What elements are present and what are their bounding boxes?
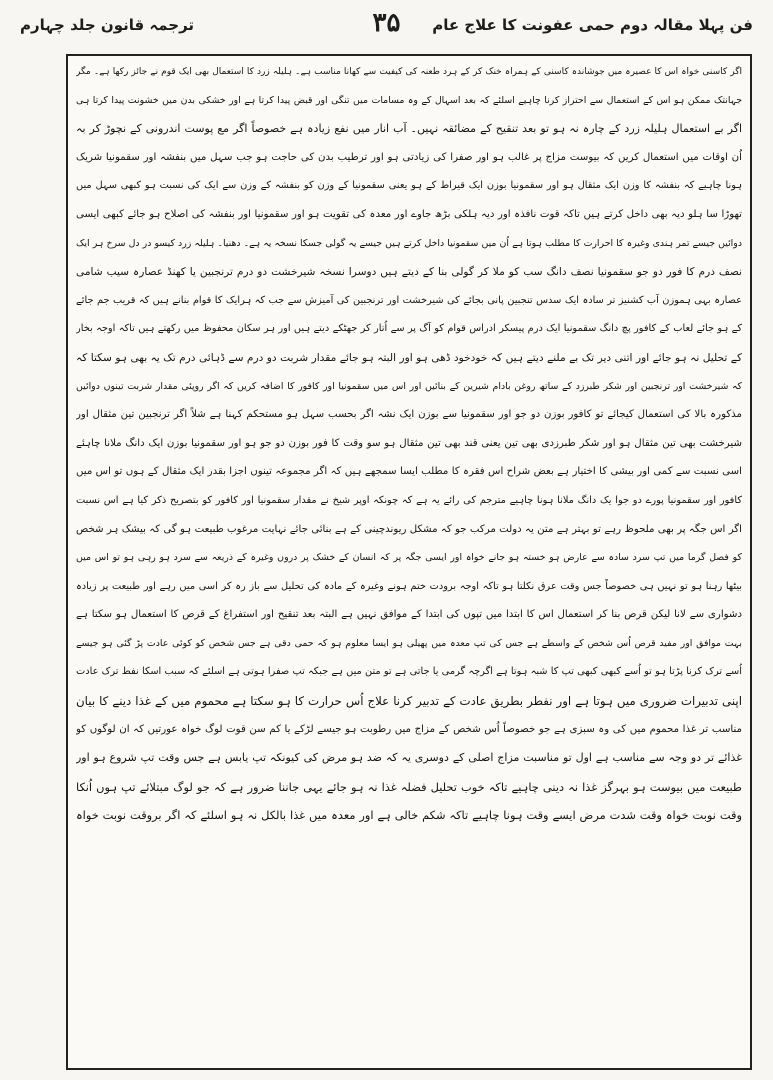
text-line: بیٹھا رہنا ہو تو نہیں ہی خصوصاً جس وقت عرق نکلتا ہو تاکہ اوجہ برودت ختم ہونے وغیرہ کے مادہ کی تحلیل سے باز رہ کر اسی میں رہے اور طبیعت پر زیادہ [76,580,742,592]
text-line: عصارہ بہی ہموزن آب کشنیز تر سادہ ایک سدس تنجبین پانی بجائے کی شیرخشت اور ترنجبین کی آمیزش سے جب کہ ہرایک کا قوام بنانے ہیں کہ قریب جم جائے [76,294,742,306]
page-number: ۳۵ [372,8,401,38]
page-header [20,8,753,48]
text-line: اگر بے استعمال ہلیلہ زرد کے چارہ نہ ہو تو بعد تنقیح کے مضائقہ نہیں۔ آب انار میں نفع زیادہ ہے خصوصاً اگر مع پوست اندرونی کے نچوڑ کر بہ [76,122,742,136]
text-frame [66,54,752,1070]
text-line: مناسب تر غذا محموم میں کی وہ سبزی ہے جو خصوصاً اُس شخص کے مزاج میں رطوبت ہو جیسے لڑکے یا کم سن قوت لوگ خواہ عورتیں کہ ان لوگوں کو [76,723,742,735]
text-line: شیرخشت بھی تین مثقال ہو اور شکر طبرزدی بھی تین یعنی قند بھی تین مثقال ہو سو وقت کا فور بوزن دو جو ہو اور سقمونیا بوزن ایک دانگ ملانا چاہئے [76,437,742,449]
text-line: کو فصل گرما میں تپ سرد سادہ سے عارض ہو خستہ ہو جانے خواہ اور ایسی جگہ پر کہ انسان کے خشک پر دروں وغیرہ کے ذریعہ سے سرد ہو رہی ہو تو اس میں [76,552,742,564]
text-line: مذکورہ بالا کی استعمال کیجائے تو کافور بوزن دو جو اور سقمونیا سے بوزن ایک نشہ اگر بحسب سہل ہو مستحکم کہنا ہے شلاً اگر ترنجبین تین مثقال اور [76,409,742,421]
text-line: اگر اس جگہ پر بھی ملحوظ رہے تو بہتر ہے متن یہ دولت مرکب جو کہ مشکل ریوندچینی کے ہے بنائی جائے نہایت مرغوب طبیعت ہو گی کہ بیشک ہر شخص [76,523,742,535]
book-title: ترجمہ قانون جلد چہارم [20,16,195,34]
text-line: اسی نسبت سے کمی اور بیشی کا اختیار ہے بعض شراح اس فقرہ کا مطلب ایسا سمجھے ہیں کہ اگر مجموعہ تینوں اجزا بقدر ایک مثقال کے ہوں تو اس میں [76,466,742,478]
chapter-title: فن پہلا مقالہ دوم حمی عفونت کا علاج عام [432,16,753,34]
text-line: غذائے تر دو وجہ سے مناسب ہے اول تو مناسبت مزاج اصلی کے دوسری یہ کہ ضد ہو مرض کی کیونکہ تپ یابس ہے جس وقت تپ شروع ہو اور [76,751,742,765]
text-line: دوائیں جیسے تمر ہندی وغیرہ کا احرارت کا مطلب ہوتا ہے اُن میں سقمونیا داخل کرتے ہیں جیسے یہ گولی جسکا نسخہ یہ ہے۔ دھنیا۔ ہلیلہ زرد کیسو در دل سرخ ہر ایک [76,237,742,249]
body-text [76,58,742,1064]
text-line: اُسے ترک کرنا پڑتا ہو تو اُسے کبھی کبھی تپ کا شبہ ہوتا ہے اگرچہ گرمی یا جاتی ہے تو متن میں ہے جبکہ تپ صفرا ہوتی ہے اسلئے کہ سبب اسکا نفط ترک عادت [76,666,742,678]
text-line: نصف درم کا فور دو جو سقمونیا نصف دانگ سب کو ملا کر گولی بنا کے دیتے ہیں دوسرا نسخہ شیرخشت دو درم ترنجبین یا کھنڈ عصارہ سیب شامی [76,266,742,279]
text-line: دشواری سے لانا لیکن قرص بنا کر استعمال اس کا ابتدا میں تپوں کی ابتدا کے موافق نہیں ہے البتہ بعد تنقیح اور استفراغ کے قرص کا استعمال ہو سکتا ہے [76,609,742,621]
text-line: اگر کاسنی خواہ اس کا عصیرہ میں جوشاندہ کاسنی کے ہمراہ خنک کر کے ہرد طعنہ کی کیفیت سے کھانا مناسب ہے۔ ہلیلہ زرد کا استعمال بھی ایک قوم نے جائز رکھا ہے۔ مگر [76,67,742,77]
text-line: طبیعت میں بیوست ہو بہرگز غذا نہ دینی چاہیے تاکہ خوب تحلیل فضلہ غذا نہ ہو جائے یہی جاننا ضرور ہے کہ جو لوگ مبتلائے تپ ہوں اُنکا [76,779,742,794]
text-line: کہ شیرخشت اور ترنجبین اور شکر طبرزد کے ساتھ روغن بادام شیرین کے بنائیں اور اس میں سقمونیا اور کافور کا اضافہ کریں کہ اگر روپئی مقدار شربت تینوں دوائیں [76,380,742,392]
text-line: بہت موافق اور مفید قرص اُس شخص کے واسطے ہے جس کی تپ معدہ میں پھیلی ہو ایسا معلوم ہو کہ حمی دقی ہے جس شخص کو کوئی عادت پڑ گئی ہو جیسے [76,637,742,649]
text-line: تھوڑا سا ہلو دیہ بھی داخل کرتے ہیں تاکہ قوت نافذہ اور دیہ ہلکی بڑھ جاوے اور معدہ کی تقویت ہو اور سقمونیا اور بنفشہ کی اصلاح ہو جائے کبھی ایسی [76,208,742,220]
text-line: کے ہو جائے لعاب کے کافور پچ دانگ سقمونیا ایک درم پیسکر ادراس قوام کو آگ پر سے اُتار کر جھٹکے دیتے ہیں اور ہر سکان محفوظ میں رکھتے ہیں تاکہ اوجہ بخار [76,323,742,335]
text-line: کے تحلیل نہ ہو جائے اور اتنی دیر تک بے ملنے دیتے ہیں کہ خودخود ڈھی ہو اور البتہ ہو جائے مقدار شربت دو درم سے ڈہائی درم تک یہ بھی ہو سکتا کہ [76,351,742,364]
text-line: اُن اوقات میں استعمال کریں کہ بیوست مزاج پر غالب ہو اور صفرا کی زیادتی ہو اور ترطیب بدن کی حاجت ہو جب سہل میں بنفشہ اور سقمونیا شریک [76,151,742,163]
text-line: وقت نوبت خواہ وقت شدت مرض ایسے وقت ہونا چاہیے تاکہ شکم خالی ہے اور معدہ میں غذا بالکل نہ ہو اسلئے کہ اگر بروقت نوبت خواہ [76,808,742,823]
text-line: ہونا چاہیے کہ بنفشہ کا وزن ایک مثقال ہو اور سقمونیا بوزن ایک قیراط کے ہو یعنی سقمونیا کے وزن کو بنفشہ کے وزن سے ایک کی نسبت ہو کبھی سہل میں [76,180,742,192]
text-line: اپنی تدبیرات ضروری میں ہوتا ہے اور نفطر بطریق عادت کے تدبیر کرنا علاج اُس حرارت کا ہو سکتا ہے محموم میں کے غذا دینے کا بیان [76,694,742,709]
text-line: کافور اور سقمونیا پورے دو جوا یک دانگ ملانا ہونا چاہیے مترجم کی رائے یہ ہے کہ چونکہ اوپر شیخ نے مقدار سقمونیا اور کافور کو بتصریح ذکر کیا ہے اس نسبت [76,494,742,506]
text-line: جہانتک ممکن ہو اس کے استعمال سے احتراز کرنا چاہیے اسلئے کہ بعد اسہال کے وہ مسامات میں تنگی اور قبض پیدا کرتا ہے اور خشکی بدن میں خشونت پیدا کرتا ہی [76,94,742,106]
